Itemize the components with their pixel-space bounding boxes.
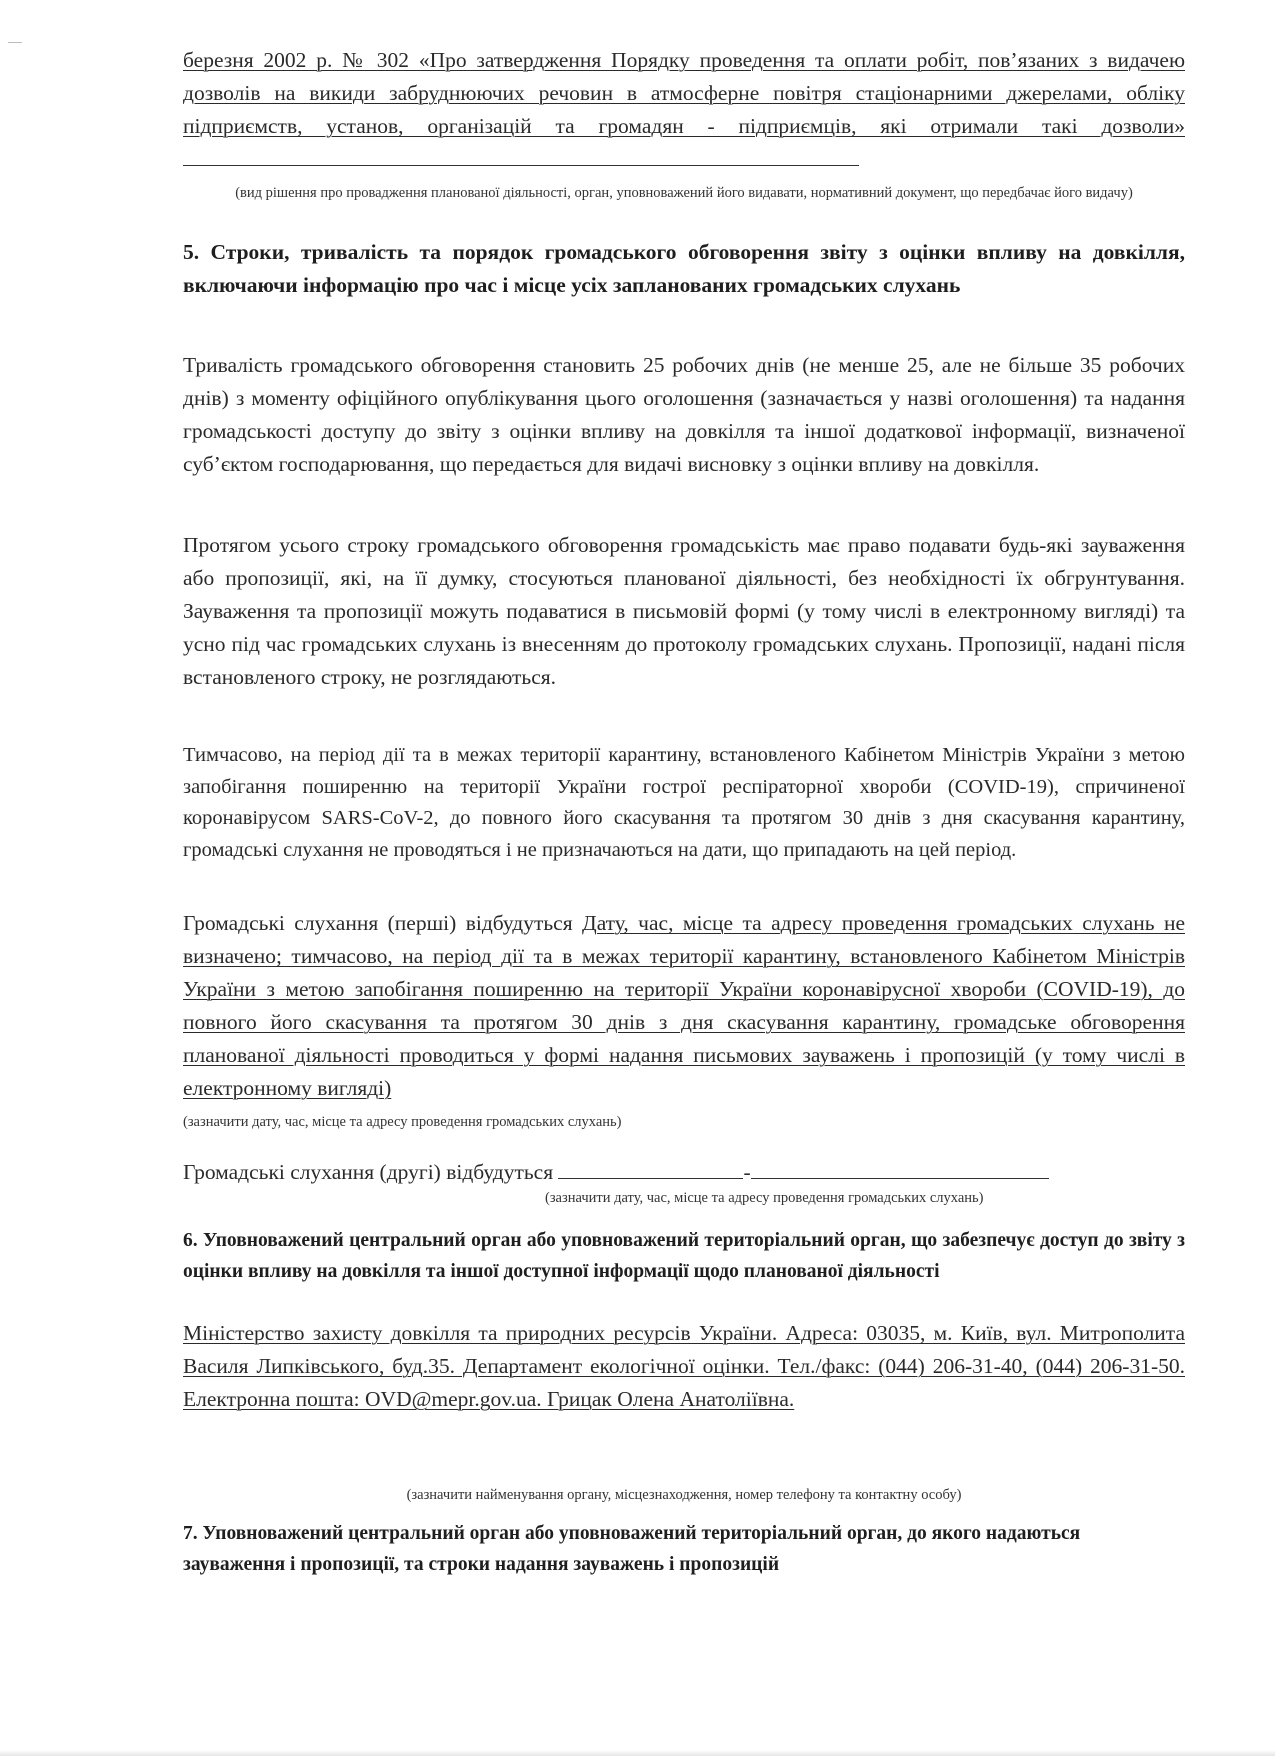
second-hearing-date-blank	[558, 1162, 743, 1179]
first-hearing-paragraph	[183, 907, 1185, 1105]
section-7-heading: 7. Уповноважений центральний орган або уповноважений територіальний орган, до якого надаються зауваження і пропозиції, та строки надання зауважень і пропозицій	[183, 1523, 1081, 1575]
scan-mark	[8, 42, 22, 43]
section-5-paragraph-2: Протягом усього строку громадського обговорення громадськість має право подавати будь-які зауваження або пропозиції, які, на її думку, стосуються планованої діяльності, без необхідності їх обгрунтування. Зауваження та пропозиції можуть подаватися в письмовій формі (у тому числі в електронному вигляді) та усно під час громадських слухань із внесенням до протоколу громадських слухань. Пропозиції, надані після встановленого строку, не розглядаються.	[183, 533, 1185, 689]
section-5-heading: 5. Строки, тривалість та порядок громадського обговорення звіту з оцінки впливу на довкілля, включаючи інформацію про час і місце усіх запланованих громадських слухань	[183, 240, 1185, 297]
authority-caption: (зазначити найменування органу, місцезнаходження, номер телефону та контактну особу)	[406, 1487, 962, 1503]
section-5-paragraph-3: Тимчасово, на період дії та в межах території карантину, встановленого Кабінетом Міністрів України з метою запобігання поширенню на території України гострої респіраторної хвороби (COVID-19), спричиненої коронавірусом SARS-CoV-2, до повного його скасування та протягом 30 днів з дня скасування карантину, громадські слухання не проводяться і не призначаються на дати, що припадають на цей період.	[183, 744, 1185, 861]
intro-caption: (вид рішення про провадження планованої діяльності, орган, уповноважений його видавати, нормативний документ, що передбачає його видачу)	[235, 185, 1133, 201]
permit-reference: березня 2002 р. № 302 «Про затвердження Порядку проведення та оплати робіт, пов’язаних з видачею дозволів на викиди забруднюючих речовин в атмосферне повітря стаціонарними джерелами, обліку підприємств, установ, організацій та громадян - підприємців, які отримали такі дозволи»	[183, 48, 1185, 138]
second-hearing-caption: (зазначити дату, час, місце та адресу проведення громадських слухань)	[545, 1190, 984, 1206]
second-hearing-paragraph	[183, 1156, 1185, 1189]
authority-contact-text: Міністерство захисту довкілля та природних ресурсів України. Адреса: 03035, м. Київ, вул. Митрополита Василя Липківського, буд.35. Департамент екологічної оцінки. Тел./факс: (044) 206-31-40, (044) 206-31-50. Електронна пошта: OVD@mepr.gov.ua. Грицак Олена Анатоліївна.	[183, 1321, 1185, 1411]
first-hearing-label: Громадські слухання (перші) відбудуться	[183, 911, 573, 935]
scan-bottom-edge	[0, 1750, 1275, 1756]
second-hearing-label: Громадські слухання (другі) відбудуться	[183, 1160, 554, 1184]
second-hearing-dash: -	[743, 1160, 751, 1184]
section-5-paragraph-1: Тривалість громадського обговорення становить 25 робочих днів (не менше 25, але не більше 35 робочих днів) з моменту офіційного опублікування цього оголошення (зазначається у назві оголошення) та надання громадськості доступу до звіту з оцінки впливу на довкілля та іншої додаткової інформації, визначеної суб’єктом господарювання, що передається для видачі висновку з оцінки впливу на довкілля.	[183, 353, 1185, 476]
fill-line	[183, 149, 859, 166]
section-6-heading: 6. Уповноважений центральний орган або уповноважений територіальний орган, що забезпечує доступ до звіту з оцінки впливу на довкілля та іншої доступної інформації щодо планованої діяльності	[183, 1230, 1185, 1282]
first-hearing-value: Дату, час, місце та адресу проведення громадських слухань не визначено; тимчасово, на період дії та в межах території карантину, встановленого Кабінетом Міністрів України з метою запобігання поширенню на території України коронавірусної хвороби (COVID-19), до повного його скасування та протягом 30 днів з дня скасування карантину, громадське обговорення планованої діяльності проводиться у формі надання письмових зауважень і пропозицій (у тому числі в електронному вигляді)	[183, 911, 1186, 1100]
authority-contact	[183, 1317, 1185, 1416]
second-hearing-place-blank	[751, 1162, 1049, 1179]
first-hearing-caption: (зазначити дату, час, місце та адресу проведення громадських слухань)	[183, 1114, 622, 1130]
intro-paragraph	[183, 44, 1185, 176]
